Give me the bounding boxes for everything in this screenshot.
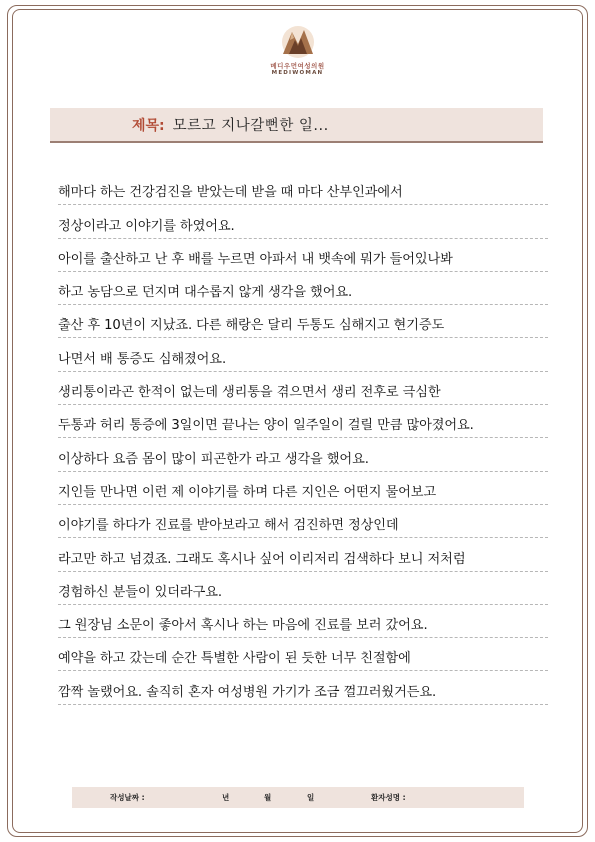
date-label: 작성날짜 : — [110, 793, 145, 802]
letter-line: 라고만 하고 넘겼죠. 그래도 혹시나 싶어 이리저리 검색하다 보니 저처럼 — [58, 538, 548, 571]
letter-line: 이상하다 요즘 몸이 많이 피곤한가 라고 생각을 했어요. — [58, 438, 548, 471]
title-bar — [50, 108, 543, 143]
letter-line: 하고 농담으로 던지며 대수롭지 않게 생각을 했어요. — [58, 272, 548, 305]
title-label: 제목: — [132, 117, 165, 134]
letter-line: 지인들 만나면 이런 제 이야기를 하며 다른 지인은 어떤지 물어보고 — [58, 472, 548, 505]
month-label: 월 — [264, 793, 272, 802]
letter-line: 깜짝 놀랬어요. 솔직히 혼자 여성병원 가기가 조금 껄끄러웠거든요. — [58, 671, 548, 704]
clinic-name-english: MEDIWOMAN — [271, 70, 324, 76]
letter-body — [58, 172, 548, 705]
letter-line: 출산 후 10년이 지났죠. 다른 해랑은 달리 두통도 심해지고 현기증도 — [58, 305, 548, 338]
patient-name-label: 환자성명 : — [371, 793, 406, 802]
letter-line: 이야기를 하다가 진료를 받아보라고 해서 검진하면 정상인데 — [58, 505, 548, 538]
year-label: 년 — [222, 793, 230, 802]
letter-line: 아이를 출산하고 난 후 배를 누르면 아파서 내 뱃속에 뭐가 들어있나봐 — [58, 239, 548, 272]
mountain-logo-icon — [279, 24, 317, 60]
letter-line: 그 원장님 소문이 좋아서 혹시나 하는 마음에 진료를 보러 갔어요. — [58, 605, 548, 638]
page-title: 모르고 지나갈뻔한 일... — [172, 118, 329, 134]
clinic-logo — [0, 24, 595, 76]
letter-line: 예약을 하고 갔는데 순간 특별한 사람이 된 듯한 너무 친절함에 — [58, 638, 548, 671]
letter-line: 정상이라고 이야기를 하였어요. — [58, 205, 548, 238]
letter-line: 나면서 배 통증도 심해졌어요. — [58, 338, 548, 371]
letter-line: 해마다 하는 건강검진을 받았는데 받을 때 마다 산부인과에서 — [58, 172, 548, 205]
letter-line: 두통과 허리 통증에 3일이면 끝나는 양이 일주일이 걸릴 만큼 많아졌어요. — [58, 405, 548, 438]
signature-bar — [72, 787, 524, 808]
letter-line: 생리통이라곤 한적이 없는데 생리통을 겪으면서 생리 전후로 극심한 — [58, 372, 548, 405]
clinic-name: 메디우먼여성의원 — [270, 62, 325, 70]
day-label: 일 — [307, 793, 315, 802]
letter-line: 경험하신 분들이 있더라구요. — [58, 572, 548, 605]
